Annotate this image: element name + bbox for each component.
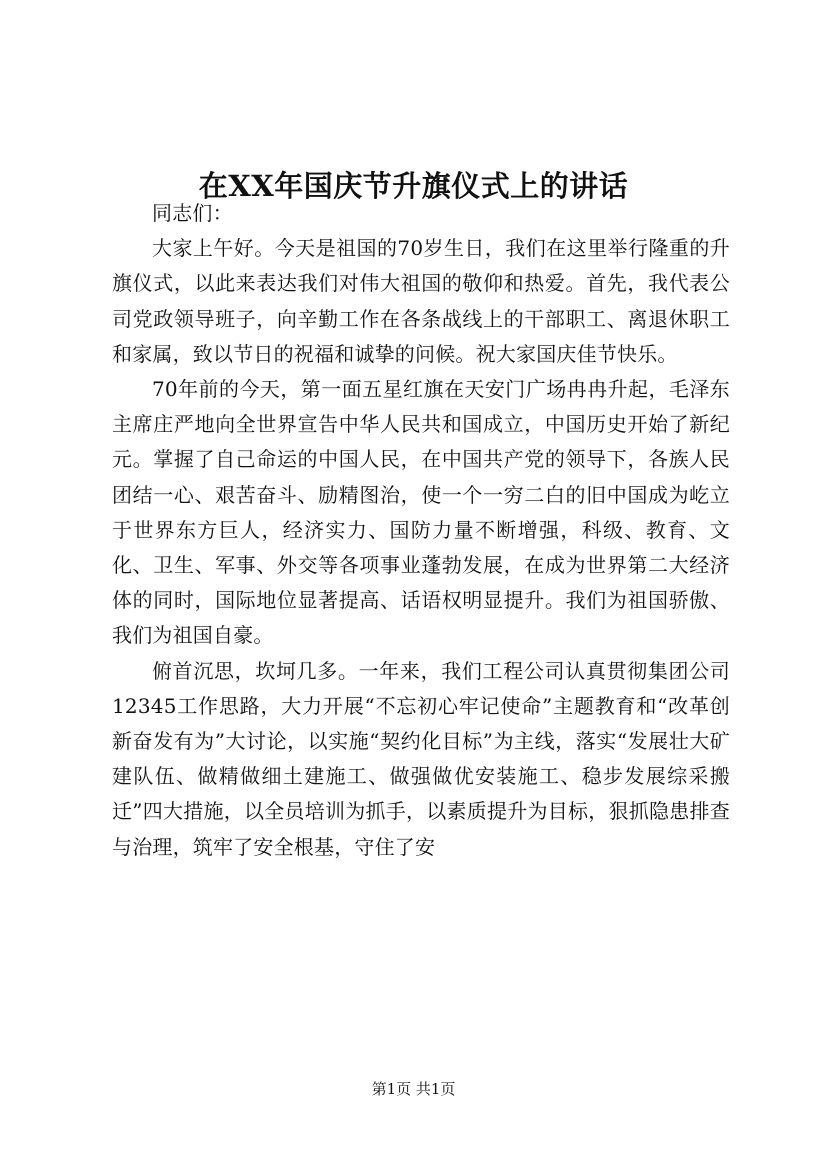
paragraph-opening: 大家上午好。今天是祖国的70岁生日，我们在这里举行隆重的升旗仪式，以此来表达我们对伟大祖国的敬仰和热爱。首先，我代表公司党政领导班子，向辛勤工作在各条战线上的干部职工、离退休职工和家属，致以节日的祝福和诚挚的问候。祝大家国庆佳节快乐。 [112, 236, 730, 366]
document-title: 在XX年国庆节升旗仪式上的讲话 [198, 169, 629, 204]
salutation: 同志们： [152, 201, 233, 225]
paragraph-company-review: 俯首沉思，坎坷几多。一年来，我们工程公司认真贯彻集团公司12345工作思路，大力开展“不忘初心牢记使命”主题教育和“改革创新奋发有为”大讨论，以实施“契约化目标”为主线，落实“发展壮大矿建队伍、做精做细土建施工、做强做优安装施工、稳步发展综采搬迁”四大措施，以全员培训为抓手，以素质提升为目标，狠抓隐患排查与治理，筑牢了安全根基，守住了安 [112, 658, 730, 859]
paragraph-history: 70年前的今天，第一面五星红旗在天安门广场冉冉升起，毛泽东主席庄严地向全世界宣告中华人民共和国成立，中国历史开始了新纪元。掌握了自己命运的中国人民，在中国共产党的领导下，各族人民团结一心、艰苦奋斗、励精图治，使一个一穷二白的旧中国成为屹立于世界东方巨人，经济实力、国防力量不断增强，科级、教育、文化、卫生、军事、外交等各项事业蓬勃发展，在成为世界第二大经济体的同时，国际地位显著提高、话语权明显提升。我们为祖国骄傲、我们为祖国自豪。 [112, 377, 730, 648]
page-footer [0, 1079, 827, 1099]
page-number-label: 第1页 共1页 [371, 1080, 456, 1098]
document-body [112, 196, 730, 865]
